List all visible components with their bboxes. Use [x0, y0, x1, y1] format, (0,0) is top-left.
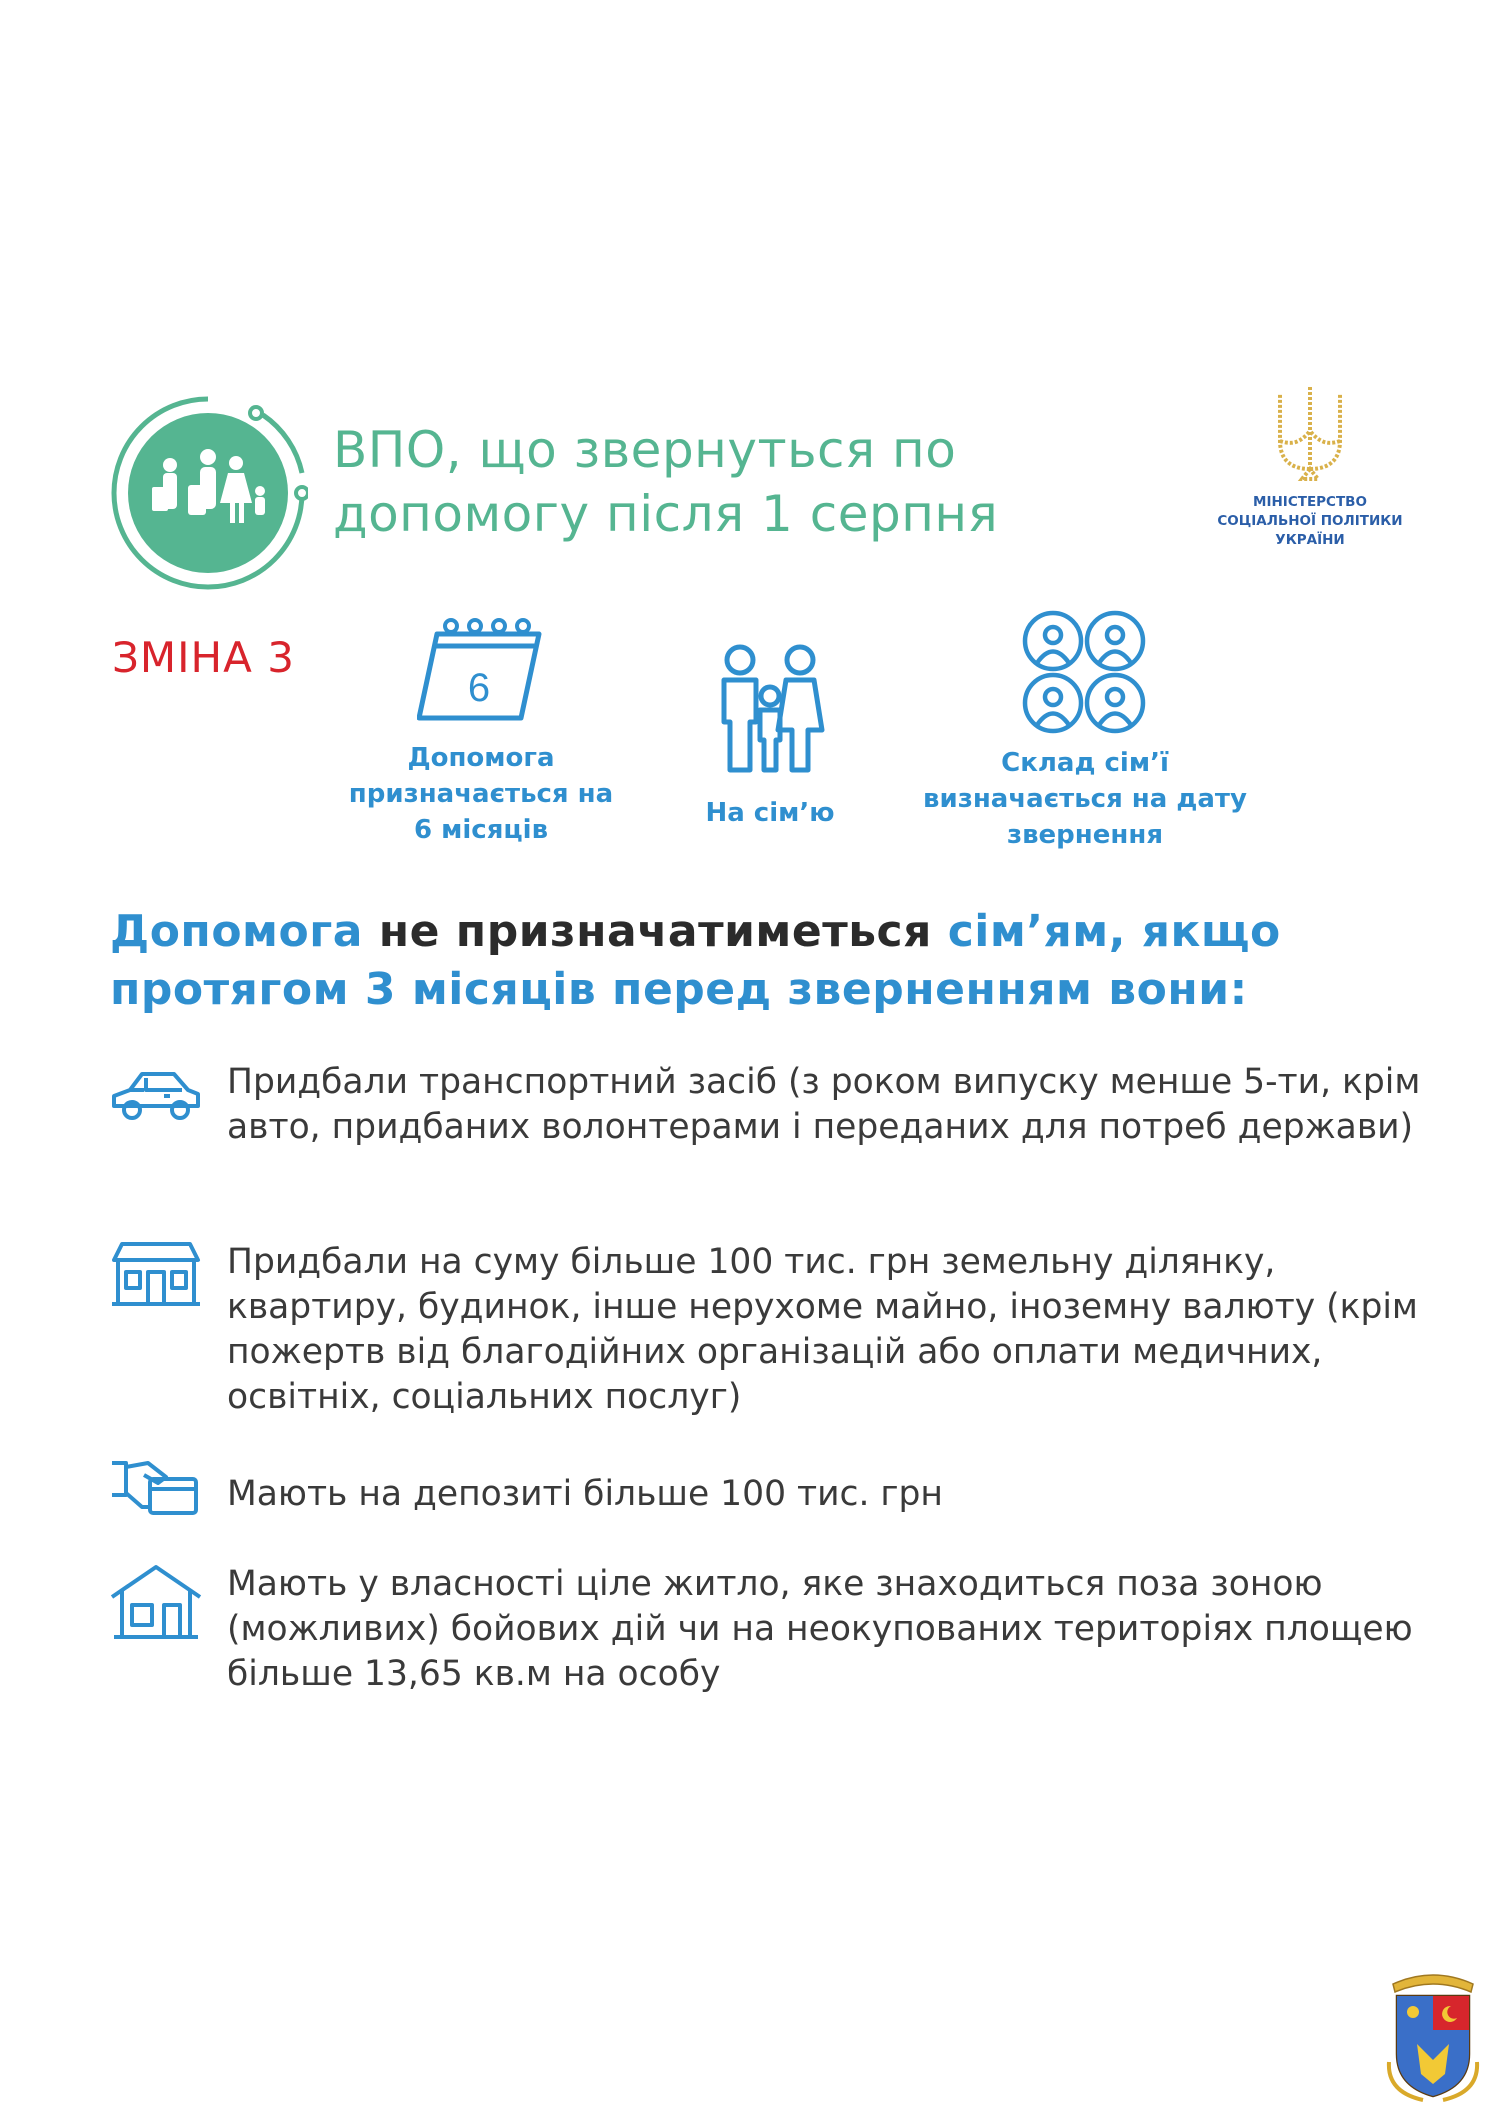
feature-family: На сім’ю — [705, 798, 835, 828]
list-item: Мають у власності ціле житло, яке знаходиться поза зоною (можливих) бойових дій чи на неокупованих територіях площею більше 13,65 кв.м на особу — [227, 1564, 1413, 1694]
list-item: Придбали транспортний засіб (з роком випуску менше 5-ти, крім авто, придбаних волонтерами і переданих для потреб держави) — [227, 1062, 1421, 1147]
city-emblem — [1383, 1962, 1483, 2102]
car-icon — [108, 1062, 204, 1142]
list-item: Мають на депозиті більше 100 тис. грн — [227, 1474, 943, 1514]
ministry-line-3: УКРАЇНИ — [1275, 532, 1345, 548]
ministry-line-1: МІНІСТЕРСТВО — [1253, 494, 1367, 510]
ministry-logo — [1210, 383, 1410, 550]
heading-part-3: сім’ям, якщо протягом 3 місяців перед зверненням вони: — [110, 906, 1281, 1015]
house-icon — [108, 1563, 204, 1643]
change-label: ЗМІНА 3 — [112, 633, 295, 682]
calendar-number: 6 — [467, 666, 491, 710]
trident-icon — [1270, 383, 1350, 483]
ministry-line-2: СОЦІАЛЬНОЇ ПОЛІТИКИ — [1217, 513, 1403, 529]
ministry-name — [1210, 493, 1410, 550]
family-with-luggage-icon — [108, 393, 308, 593]
heading-part-1: Допомога — [110, 906, 379, 957]
page-title: ВПО, що звернуться по допомогу після 1 серпня — [333, 421, 999, 543]
section-heading — [110, 903, 1410, 1019]
family-icon — [710, 640, 830, 779]
building-icon — [108, 1240, 204, 1320]
feature-composition: Склад сім’ї визначається на дату звернення — [923, 748, 1247, 850]
list-item: Придбали на суму більше 100 тис. грн земельну ділянку, квартиру, будинок, інше нерухоме майно, іноземну валюту (крім пожертв від благодійних організацій або оплати медичних, освітніх, соціальних послуг) — [227, 1242, 1418, 1417]
calendar-icon — [417, 616, 545, 730]
people-group-icon — [1020, 608, 1148, 740]
heading-emphasis: не призначатиметься — [378, 906, 932, 957]
feature-duration: Допомога призначається на 6 місяців — [348, 743, 614, 845]
card-in-hand-icon — [108, 1453, 204, 1533]
